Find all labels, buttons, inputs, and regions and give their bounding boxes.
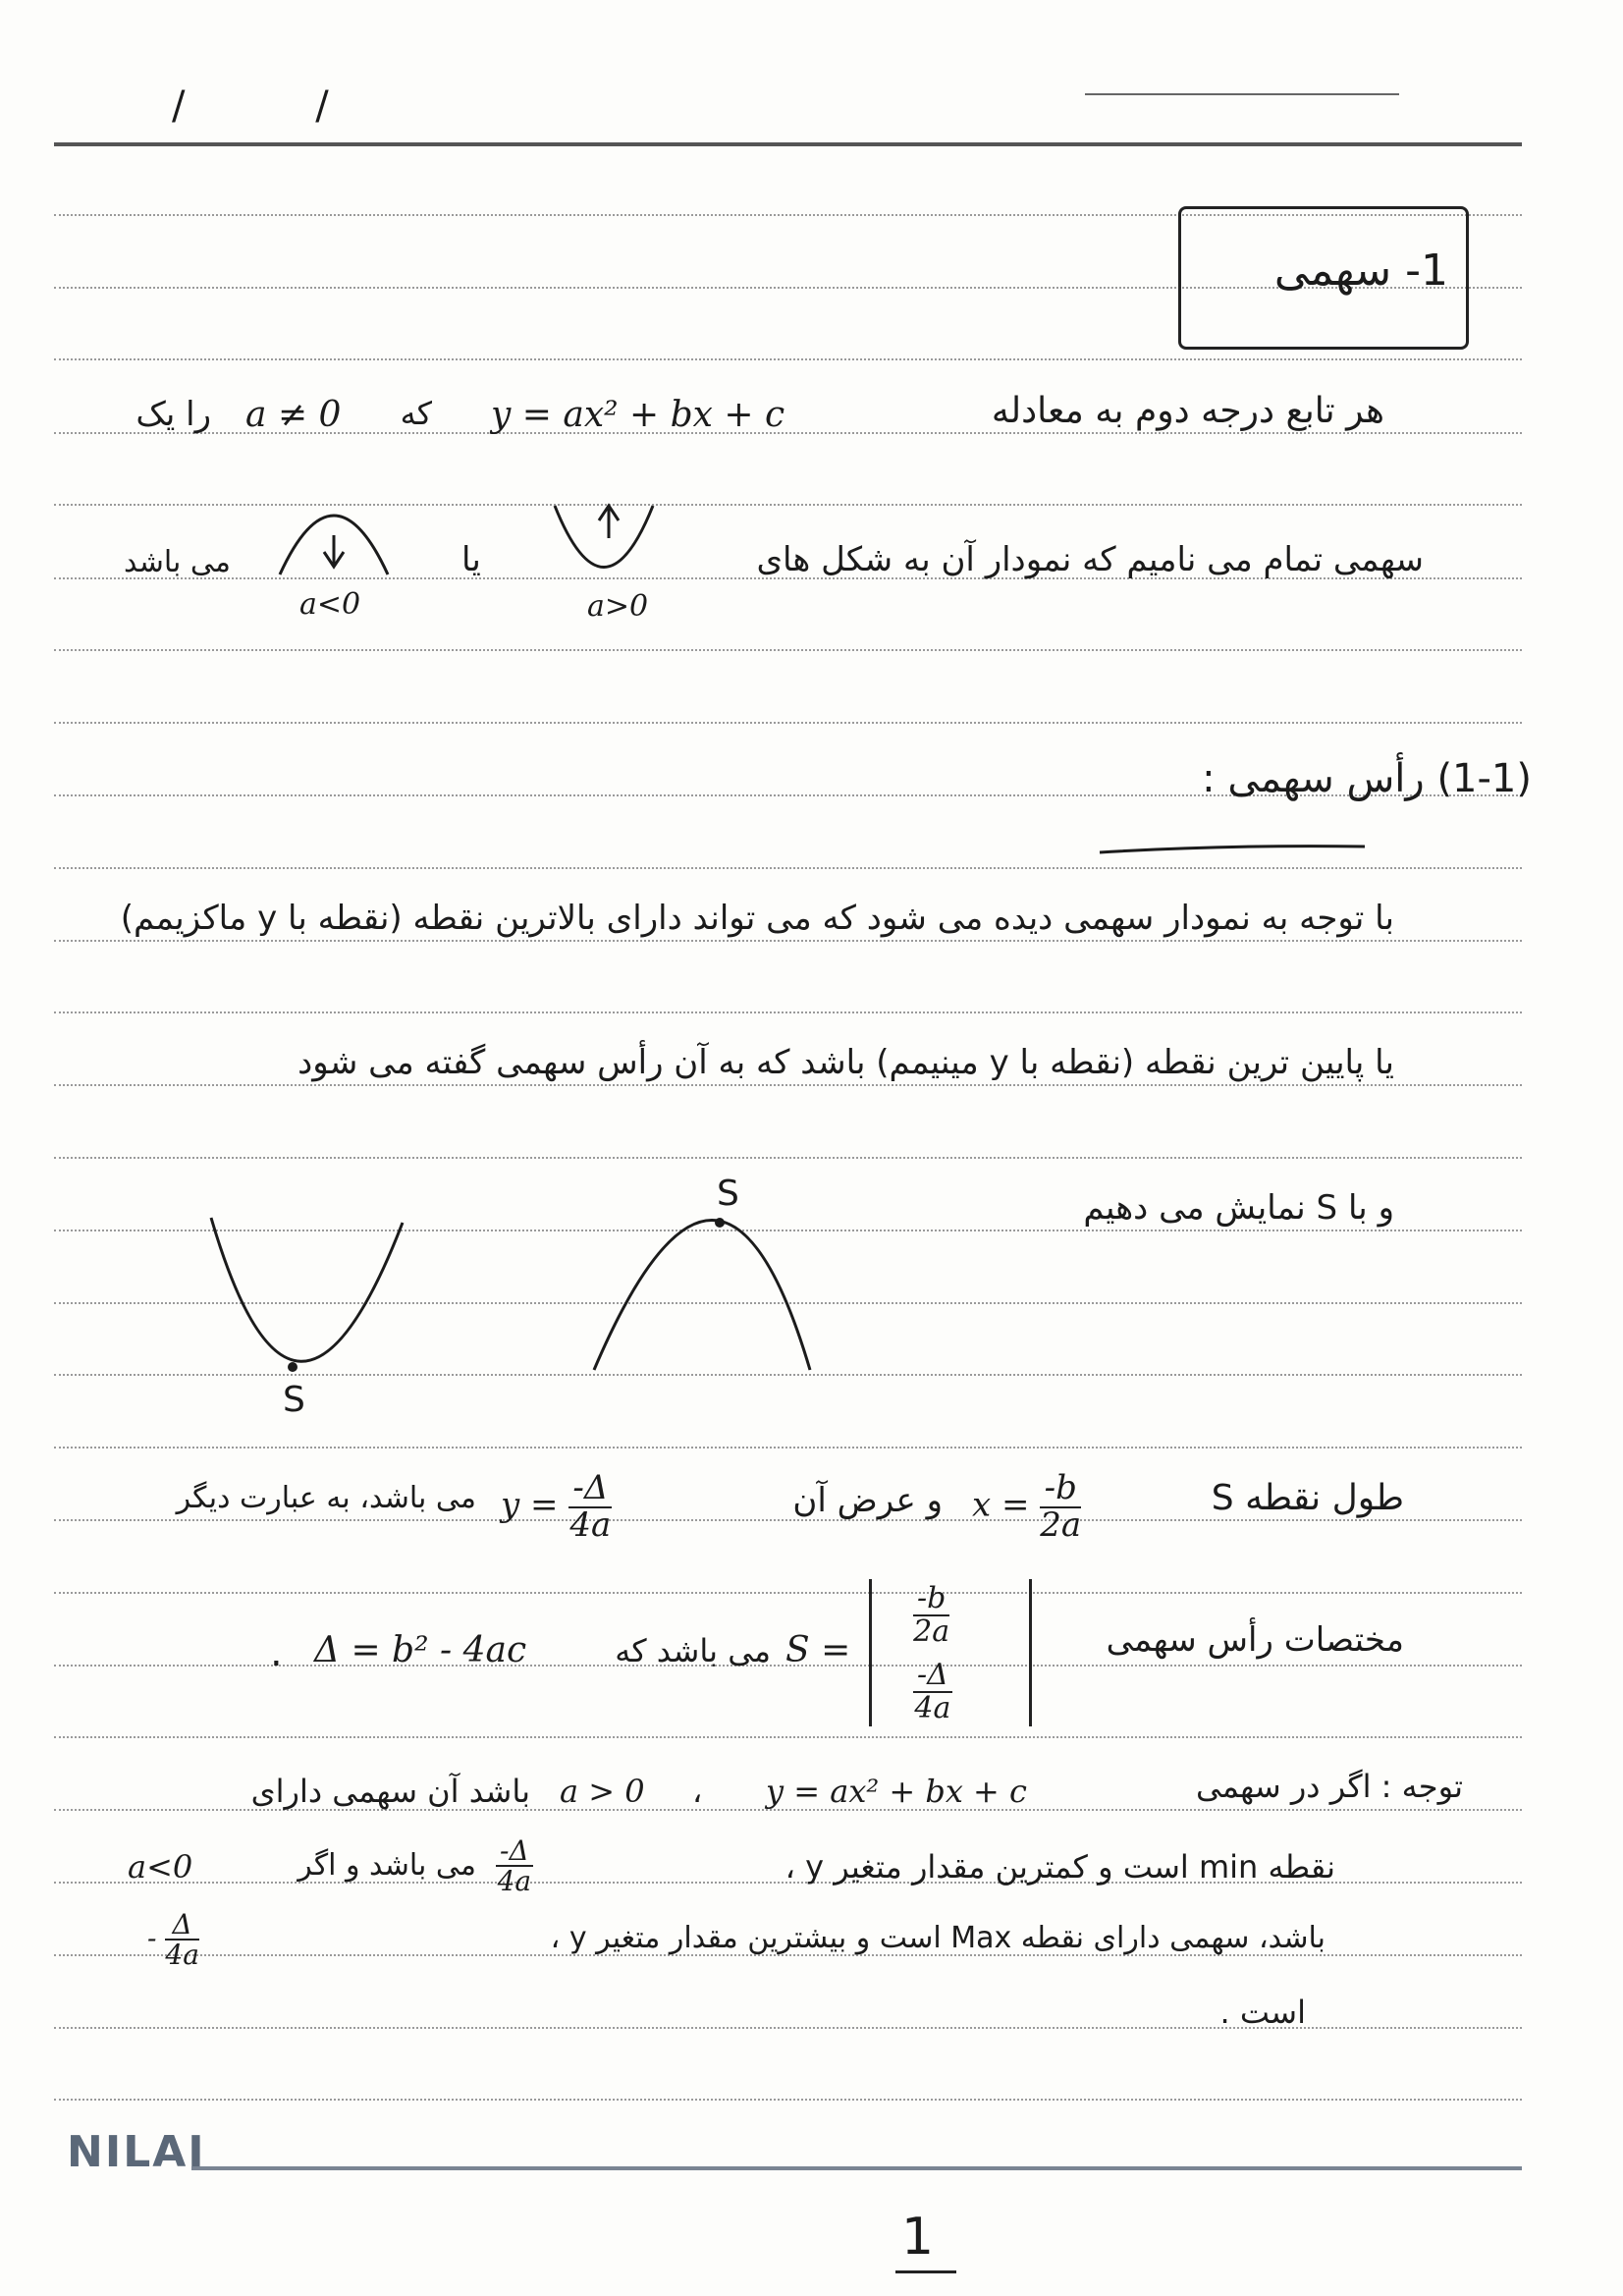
note-line1-comma: ، — [692, 1773, 703, 1810]
p5-mid-text: می باشد که — [615, 1632, 771, 1669]
vertex-label-bottom: S — [283, 1380, 305, 1420]
note-line2-den: 4a — [497, 1865, 532, 1898]
parabola-up-large — [211, 1218, 403, 1361]
line1-mid: که — [400, 395, 432, 432]
line2-end: می باشد — [124, 545, 231, 579]
p5-coords-text: مختصات رأس سهمی — [1106, 1620, 1404, 1660]
line1-text: هر تابع درجه دوم به معادله — [991, 391, 1384, 431]
vertex-point-bottom — [288, 1362, 298, 1372]
vertex-point-top — [715, 1218, 725, 1228]
note-line1-eq: y = ax² + bx + c — [766, 1773, 1027, 1810]
note-line2-cond: a<0 — [128, 1848, 193, 1886]
note-line3-minus: - — [147, 1921, 157, 1954]
note-line1-start: توجه : اگر در سهمی — [1195, 1768, 1463, 1805]
label-a-positive: a>0 — [587, 589, 649, 624]
p5-bot-den: 4a — [914, 1690, 951, 1725]
p4-x-lhs: x = — [972, 1485, 1030, 1525]
p4-y-lhs: y = — [501, 1485, 559, 1525]
line1-end: را یک — [135, 395, 211, 434]
line1-equation: y = ax² + bx + c — [491, 395, 785, 435]
line2-text: سهمی تمام می نامیم که نمودار آن به شکل های — [756, 540, 1424, 579]
p4-length-text: طول نقطه S — [1211, 1478, 1404, 1518]
p4-y-num: -Δ — [568, 1471, 612, 1508]
brand-logo: NILAI — [67, 2127, 206, 2177]
paragraph-line-1: با توجه به نمودار سهمی دیده می شود که می تواند دارای بالاترین نقطه (نقطه با y ماکزیمم) — [120, 899, 1394, 938]
section-title: 1- سهمی — [1273, 246, 1448, 296]
page-number-underline — [895, 2270, 956, 2273]
note-line3-num: Δ — [165, 1910, 199, 1941]
p5-bot-num: -Δ — [913, 1660, 952, 1693]
page-number: 1 — [901, 2208, 935, 2267]
parabola-down-large — [594, 1221, 810, 1371]
subheading-underline — [1100, 847, 1365, 852]
p4-x-den: 2a — [1040, 1504, 1082, 1545]
p4-x-num: -b — [1040, 1471, 1081, 1508]
paragraph-line-2: یا پایین ترین نقطه (نقطه با y مینیمم) باشد که به آن رأس سهمی گفته می شود — [298, 1043, 1394, 1082]
p5-dot: . — [270, 1630, 283, 1675]
p4-end-text: می باشد، به عبارت دیگر — [176, 1481, 476, 1515]
note-line3-den: 4a — [165, 1939, 199, 1972]
p5-s-label: S = — [785, 1630, 851, 1670]
p5-top-num: -b — [913, 1583, 949, 1616]
footer-rule — [191, 2166, 1522, 2170]
note-line2-num: -Δ — [496, 1836, 533, 1867]
note-line1-end: باشد آن سهمی دارای — [250, 1773, 530, 1810]
sub-heading: (1-1) رأس سهمی : — [1202, 756, 1532, 801]
p4-width-text: و عرض آن — [792, 1481, 943, 1520]
p4-y-den: 4a — [569, 1504, 612, 1545]
p5-top-den: 2a — [913, 1613, 950, 1649]
p5-delta: Δ = b² - 4ac — [314, 1630, 527, 1670]
note-line2-start: نقطه min است و کمترین مقدار متغیر y ، — [784, 1848, 1335, 1886]
vertex-label-top: S — [717, 1174, 739, 1214]
note-line2-end: می باشد و اگر — [298, 1848, 476, 1883]
note-line4: است . — [1219, 1994, 1306, 2031]
line2-or: یا — [461, 540, 481, 579]
line1-condition: a ≠ 0 — [245, 395, 342, 435]
note-line3: باشد، سهمی دارای نقطه Max است و بیشترین مقدار متغیر y ، — [550, 1921, 1325, 1955]
paragraph-line-3: و با S نمایش می دهیم — [1083, 1188, 1394, 1228]
label-a-negative: a<0 — [299, 587, 361, 622]
date-marks: / / — [172, 83, 388, 129]
note-line1-cond: a > 0 — [560, 1773, 645, 1810]
